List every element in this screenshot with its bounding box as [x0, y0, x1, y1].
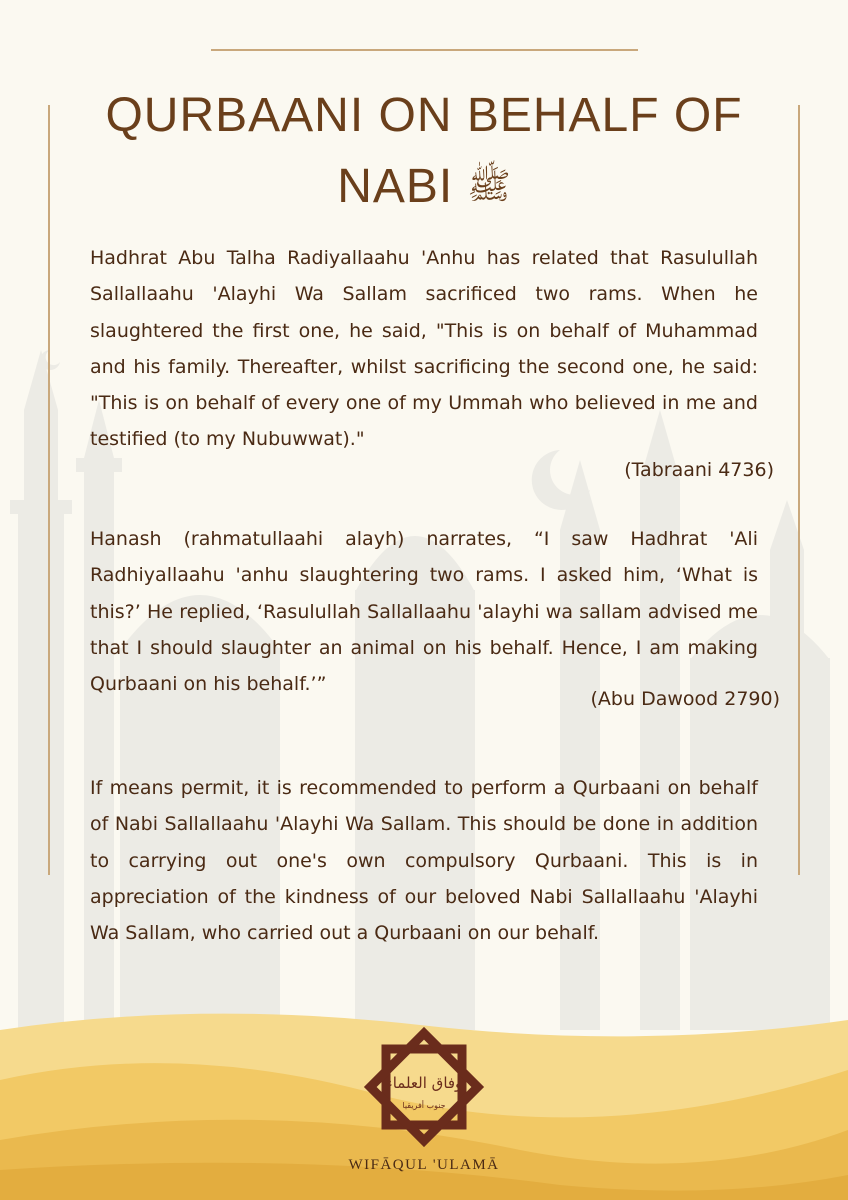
wifaqul-ulama-logo-icon	[359, 1022, 489, 1152]
hadith-paragraph-1: Hadhrat Abu Talha Radiyallaahu 'Anhu has related that Rasulullah Sallallaahu 'Alayhi Wa Sallam sacrificed two rams. When he slaughtered the first one, he said, "This is on behalf of Muhammad and his family. Thereafter, whilst sacrificing the second one, he said: "This is on behalf of every one of my Ummah who believed in me and testified (to my Nubuwwat)."	[90, 247, 758, 451]
recommendation-paragraph: If means permit, it is recommended to perform a Qurbaani on behalf of Nabi Sallallaahu 'Alayhi Wa Sallam. This should be done in addition to carrying out one's own compulsory Qurbaani. This is in appreciation of the kindness of our beloved Nabi Sallallaahu 'Alayhi Wa Sallam, who carried out a Qurbaani on our behalf.	[90, 777, 758, 945]
salawat-calligraphy-icon: ﷺ	[467, 166, 511, 207]
right-border-line	[798, 105, 800, 875]
left-border-line	[48, 105, 50, 875]
hadith-paragraph-2: Hanash (rahmatullaahi alayh) narrates, “I saw Hadhrat 'Ali Radhiyallaahu 'anhu slaughtering two rams. I asked him, ‘What is this?’ He replied, ‘Rasulullah Sallallaahu 'alayhi wa sallam advised me that I should slaughter an animal on his behalf. Hence, I am making Qurbaani on his behalf.’”	[90, 528, 758, 696]
top-divider-line	[211, 49, 638, 51]
organization-name: WIFĀQUL 'ULAMĀ	[348, 1157, 500, 1173]
logo-arabic-text: وفاق العلماء	[385, 1074, 463, 1092]
title-nabi: NABI	[337, 160, 454, 213]
logo-arabic-subtext: جنوب أفريقيا	[402, 1101, 446, 1110]
page-title-line-2	[60, 160, 788, 213]
page-title-line-1: QURBAANI ON BEHALF OF	[105, 89, 743, 142]
hadith-reference-2: (Abu Dawood 2790)	[590, 688, 780, 710]
hadith-reference-1: (Tabraani 4736)	[624, 459, 774, 481]
